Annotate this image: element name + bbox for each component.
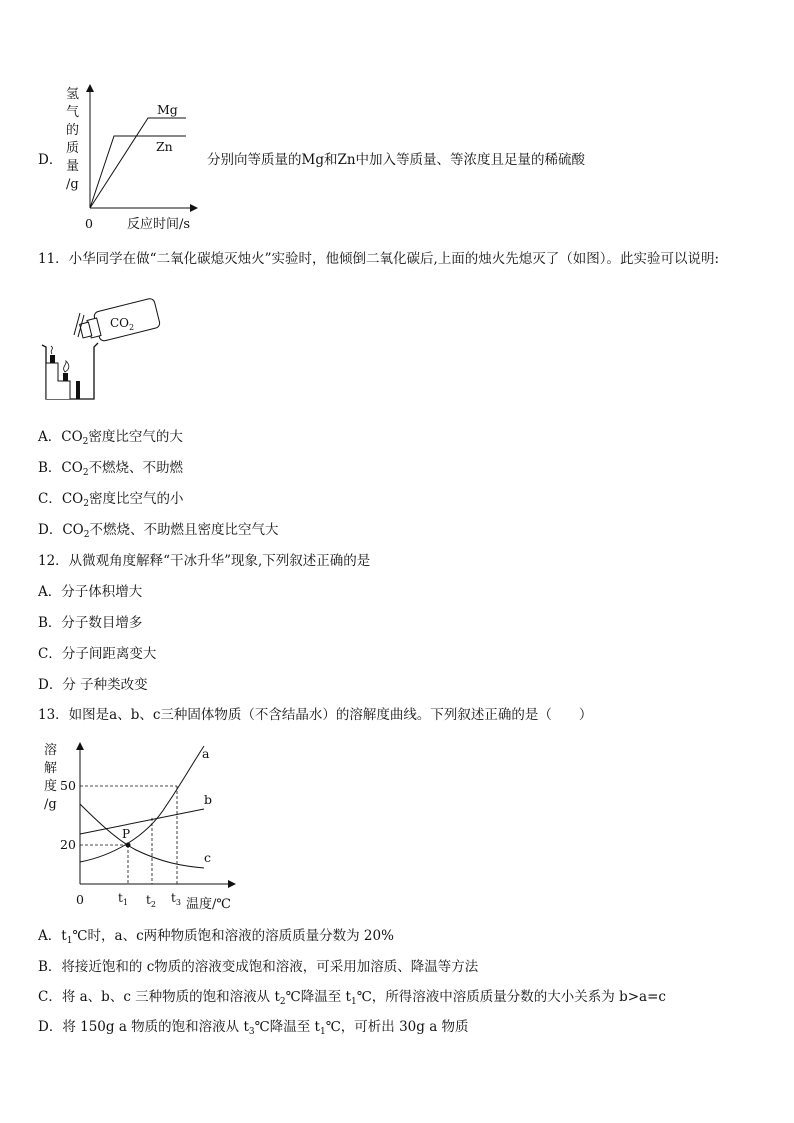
y-label-char: 度 bbox=[44, 779, 58, 794]
q12-option-a[interactable]: A．分子体积增大 bbox=[38, 584, 143, 600]
stick-right bbox=[76, 381, 80, 399]
q13-option-a[interactable]: A．$t_1℃$时，a、c两种物质饱和溶液的溶质质量分数为 20% bbox=[38, 928, 394, 946]
q10-hydrogen-graph bbox=[60, 84, 210, 234]
y-label-char: 量 bbox=[66, 159, 80, 174]
y-label-char: /g bbox=[66, 177, 79, 192]
candle-lower bbox=[63, 373, 68, 381]
x-axis-label: 反应时间/s bbox=[127, 217, 191, 232]
q13-option-d[interactable]: D．将 150g a 物质的饱和溶液从 $t_3℃$降温至 $t_1℃$，可析出 30g a 物质 bbox=[38, 1019, 469, 1037]
curve-b-label: b bbox=[204, 792, 213, 807]
point-p-label: P bbox=[122, 827, 131, 841]
curve-c bbox=[80, 804, 204, 868]
x-axis-label: 温度/℃ bbox=[186, 897, 231, 912]
smoke-upper bbox=[51, 346, 52, 354]
q12-stem: 12．从微观角度解释“干冰升华”现象,下列叙述正确的是 bbox=[38, 553, 371, 569]
q10-option-d-text: 分别向等质量的Mg和Zn中加入等质量、等浓度且足量的稀硫酸 bbox=[207, 152, 586, 168]
q12-option-d[interactable]: D．分 子种类改变 bbox=[38, 677, 148, 693]
q11-co2-figure bbox=[36, 295, 171, 405]
bottle-label: $CO_2$ bbox=[110, 316, 135, 332]
q11-option-b[interactable]: B．$CO_2$不燃烧、不助燃 bbox=[38, 460, 184, 478]
curve-a bbox=[80, 746, 204, 862]
mg-series-label: Mg bbox=[157, 102, 178, 117]
curve-a-label: a bbox=[202, 746, 210, 761]
x-tick-t2: $t_2$ bbox=[146, 893, 156, 909]
y-label-char: 气 bbox=[66, 105, 80, 120]
q10-option-d-label: D． bbox=[38, 152, 63, 168]
y-label-char: /g bbox=[44, 797, 57, 812]
origin-label: 0 bbox=[76, 892, 84, 907]
zn-series-label: Zn bbox=[156, 139, 173, 154]
y-label-char: 溶 bbox=[44, 743, 58, 758]
q11-stem: 11．小华同学在做“二氧化碳熄灭烛火”实验时，他倾倒二氧化碳后,上面的烛火先熄灭了（如图）。此实验可以说明: bbox=[38, 251, 720, 267]
candle-upper bbox=[50, 355, 55, 363]
q12-option-b[interactable]: B．分子数目增多 bbox=[38, 615, 143, 631]
x-tick-t3: $t_3$ bbox=[171, 891, 181, 907]
q13-stem: 13．如图是a、b、c三种固体物质（不含结晶水）的溶解度曲线。下列叙述正确的是（ ） bbox=[38, 707, 593, 723]
q11-option-c[interactable]: C．$CO_2$密度比空气的小 bbox=[38, 491, 184, 509]
q12-option-c[interactable]: C．分子间距离变大 bbox=[38, 646, 157, 662]
y-label-char: 氢 bbox=[66, 87, 80, 102]
y-tick-50: 50 bbox=[60, 778, 76, 793]
q13-solubility-graph bbox=[36, 738, 246, 918]
q13-option-c[interactable]: C．将 a、b、c 三种物质的饱和溶液从 $t_2℃$降温至 $t_1℃$，所得溶液中溶质质量分数的大小关系为 b>a=c bbox=[38, 989, 666, 1007]
point-p bbox=[126, 843, 131, 848]
y-tick-20: 20 bbox=[60, 837, 76, 852]
y-label-char: 的 bbox=[66, 123, 80, 138]
q13-option-b[interactable]: B．将接近饱和的 c物质的溶液变成饱和溶液，可采用加溶质、降温等方法 bbox=[38, 959, 479, 975]
x-tick-t1: $t_1$ bbox=[118, 891, 128, 907]
curve-c-label: c bbox=[204, 850, 212, 865]
y-label-char: 质 bbox=[66, 141, 80, 156]
q11-option-d[interactable]: D．$CO_2$不燃烧、不助燃且密度比空气大 bbox=[38, 522, 279, 540]
q11-option-a[interactable]: A．$CO_2$密度比空气的大 bbox=[38, 429, 183, 447]
flame-lower bbox=[64, 361, 69, 372]
mg-curve bbox=[90, 118, 186, 208]
origin-label: 0 bbox=[85, 216, 93, 231]
y-label-char: 解 bbox=[44, 761, 58, 776]
